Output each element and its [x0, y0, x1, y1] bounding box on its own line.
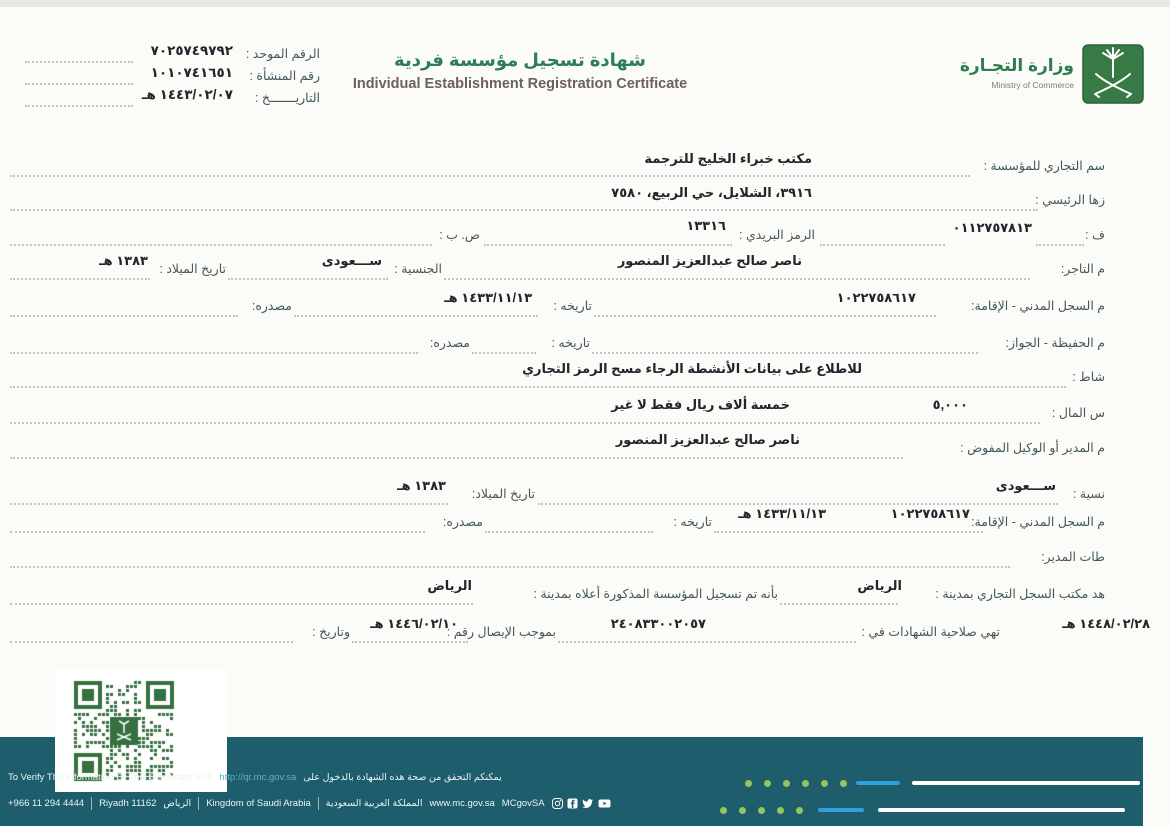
birth-date-value: ١٣٨٣ هـ [99, 253, 148, 268]
footer-riyadh-ar: الرياض [163, 798, 192, 809]
receipt-number-label: بموجب الإيصال رقم : [446, 625, 556, 639]
dotted-line [780, 602, 898, 605]
dotted-line [10, 277, 150, 280]
dotted-line [10, 243, 432, 246]
main-address-label: زها الرئيسي : [1035, 193, 1105, 207]
dotted-line [25, 60, 133, 63]
phone-label: ف : [1085, 228, 1105, 242]
dotted-line [10, 208, 1038, 211]
decor-dot [745, 780, 752, 787]
dotted-line [592, 351, 978, 354]
certificate-title-english: Individual Establishment Registration Certificate [352, 76, 688, 92]
manager-birth-label: تاريخ الميلاد: [471, 487, 535, 501]
twitter-icon[interactable] [582, 798, 594, 809]
footer-phone: +966 11 294 4444 [8, 798, 85, 809]
postal-code-value: ١٣٣١٦ [686, 218, 726, 233]
certificate-expiry-value: ١٤٤٨/٠٢/٢٨ هـ [1062, 616, 1150, 631]
nationality-label: الجنسية : [394, 262, 442, 276]
ministry-name-english: Ministry of Commerce [991, 80, 1074, 90]
dotted-line [10, 456, 903, 459]
dotted-line [294, 314, 538, 317]
pobox-label: ص. ب : [439, 228, 480, 242]
footer-country-en: Kingdom of Saudi Arabia [206, 798, 311, 809]
receipt-date-label: وتاريخ : [312, 625, 350, 639]
nationality-value: ســـعودى [321, 253, 382, 268]
receipt-number-value: ٢٤٠٨٣٣٠٠٢٠٥٧ [610, 616, 706, 631]
manager-civil-label: م السجل المدني - الإقامة: [971, 515, 1105, 529]
decor-dot [758, 807, 765, 814]
dotted-line [25, 104, 133, 107]
footer-divider [198, 797, 199, 810]
dotted-line [10, 314, 238, 317]
footer-website[interactable]: www.mc.gov.sa [429, 798, 495, 809]
civil-source-label: مصدره: [251, 299, 292, 313]
manager-civil-source-label: مصدره: [442, 515, 483, 529]
birth-date-label: تاريخ الميلاد : [159, 262, 226, 276]
saudi-emblem-icon [1082, 44, 1144, 104]
passport-date-label: تاريخه : [551, 336, 590, 350]
footer-country-ar: المملكة العربية السعودية [325, 798, 423, 809]
ministry-of-commerce-logo [1082, 44, 1144, 104]
manager-birth-value: ١٣٨٣ هـ [397, 478, 446, 493]
footer-social-handle: MCgovSA [501, 798, 545, 809]
verify-text-en: To Verify The Information Of This Certificate Visit [8, 772, 213, 783]
decor-dot [783, 780, 790, 787]
civil-registry-label: م السجل المدني - الإقامة: [971, 299, 1105, 313]
trade-name-value: مكتب خبراء الخليج للترجمة [644, 151, 812, 166]
decor-white-line [878, 808, 1125, 812]
civil-date-label: تاريخه : [553, 299, 592, 313]
manager-name-value: ناصر صالح عبدالعزيز المنصور [615, 432, 800, 447]
dotted-line [472, 351, 536, 354]
dotted-line [714, 530, 983, 533]
dotted-line [10, 602, 473, 605]
dotted-line [538, 502, 1058, 505]
dotted-line [10, 385, 1066, 388]
footer-riyadh-en: Riyadh 11162 [99, 798, 157, 809]
manager-powers-label: طات المدير: [1041, 550, 1105, 564]
decor-dot [764, 780, 771, 787]
decor-dot [796, 807, 803, 814]
establishment-number-value: ١٠١٠٧٤١٦٥١ [150, 65, 233, 80]
dotted-line [352, 640, 468, 643]
passport-label: م الحفيظة - الجواز: [1005, 336, 1105, 350]
decor-dot [739, 807, 746, 814]
dotted-line [228, 277, 388, 280]
civil-date-value: ١٤٣٣/١١/١٣ هـ [444, 290, 532, 305]
decor-dot [840, 780, 847, 787]
youtube-icon[interactable] [598, 798, 611, 809]
manager-civil-date-label: تاريخه : [673, 515, 712, 529]
dotted-line [25, 82, 133, 85]
dotted-line [10, 640, 293, 643]
certificate-expiry-label: تهي صلاحية الشهادات في : [861, 625, 1000, 639]
dotted-line [10, 174, 970, 177]
registered-in-city-label: بأنه تم تسجيل المؤسسة المذكورة أعلاه بمدينة : [533, 587, 778, 601]
manager-civil-date-value: ١٤٣٣/١١/١٣ هـ [738, 506, 826, 521]
dotted-line [485, 530, 653, 533]
dotted-line [10, 530, 425, 533]
manager-name-label: م المدير أو الوكيل المفوض : [960, 441, 1105, 455]
decor-dot [777, 807, 784, 814]
dotted-line [10, 351, 418, 354]
verify-text-ar: يمكنكم التحقق من صحة هذه الشهادة بالدخول على [303, 772, 502, 783]
passport-source-label: مصدره: [429, 336, 470, 350]
decor-blue-dash [818, 808, 864, 812]
dotted-line [484, 243, 732, 246]
manager-civil-value: ١٠٢٢٧٥٨٦١٧ [890, 506, 970, 521]
trader-name-label: م التاجر: [1060, 262, 1105, 276]
phone-value: ٠١١٢٧٥٧٨١٣ [952, 220, 1032, 235]
dotted-line [10, 565, 1010, 568]
unified-number-label: الرقم الموحد : [245, 47, 320, 61]
postal-code-label: الرمز البريدي : [739, 228, 815, 242]
trade-name-label: سم التجاري للمؤسسة : [983, 159, 1105, 173]
scan-edge [0, 0, 1170, 7]
decor-dot [720, 807, 727, 814]
ministry-name-arabic: وزارة التجـارة [959, 56, 1074, 75]
capital-value: ٥,٠٠٠ [932, 397, 968, 412]
activity-label: شاط : [1072, 370, 1105, 384]
capital-in-words: خمسة ألاف ريال فقط لا غير [611, 397, 790, 412]
manager-nationality-value: ســـعودى [995, 478, 1056, 493]
activity-note: للاطلاع على بيانات الأنشطة الرجاء مسح الرمز التجاري [522, 361, 862, 376]
dotted-line [444, 277, 1030, 280]
decor-white-line [912, 781, 1140, 785]
decor-dot [802, 780, 809, 787]
receipt-date-value: ١٤٤٦/٠٢/١٠ هـ [370, 616, 458, 631]
dotted-line [558, 640, 856, 643]
issue-date-label: التاريـــــــخ : [254, 91, 320, 105]
certificate-title-arabic: شهادة تسجيل مؤسسة فردية [394, 50, 646, 70]
main-address-value: ٣٩١٦، الشلايل، حي الربيع، ٧٥٨٠ [611, 185, 812, 200]
dotted-line [10, 502, 448, 505]
registry-office-label: هد مكتب السجل التجاري بمدينة : [935, 587, 1105, 601]
capital-label: س المال : [1051, 406, 1105, 420]
qr-code [72, 679, 210, 783]
decor-blue-dash [856, 781, 900, 785]
footer-divider [91, 797, 92, 810]
dotted-line [10, 421, 1040, 424]
manager-nationality-label: نسية : [1072, 487, 1105, 501]
dotted-line [820, 243, 945, 246]
instagram-icon[interactable] [552, 798, 563, 809]
dotted-line [594, 314, 936, 317]
facebook-icon[interactable] [567, 798, 578, 809]
verify-link[interactable]: http://qr.mc.gov.sa [219, 772, 297, 783]
dotted-line [1036, 243, 1084, 246]
decor-dot [821, 780, 828, 787]
unified-number-value: ٧٠٢٥٧٤٩٧٩٢ [150, 43, 233, 58]
trader-name-value: ناصر صالح عبدالعزيز المنصور [617, 253, 802, 268]
issue-date-value: ١٤٤٣/٠٢/٠٧ هـ [141, 87, 233, 102]
registered-in-city-value: الرياض [427, 578, 472, 593]
establishment-number-label: رقم المنشأة : [249, 69, 320, 83]
civil-registry-value: ١٠٢٢٧٥٨٦١٧ [836, 290, 916, 305]
footer-divider [318, 797, 319, 810]
registry-office-city: الرياض [857, 578, 902, 593]
